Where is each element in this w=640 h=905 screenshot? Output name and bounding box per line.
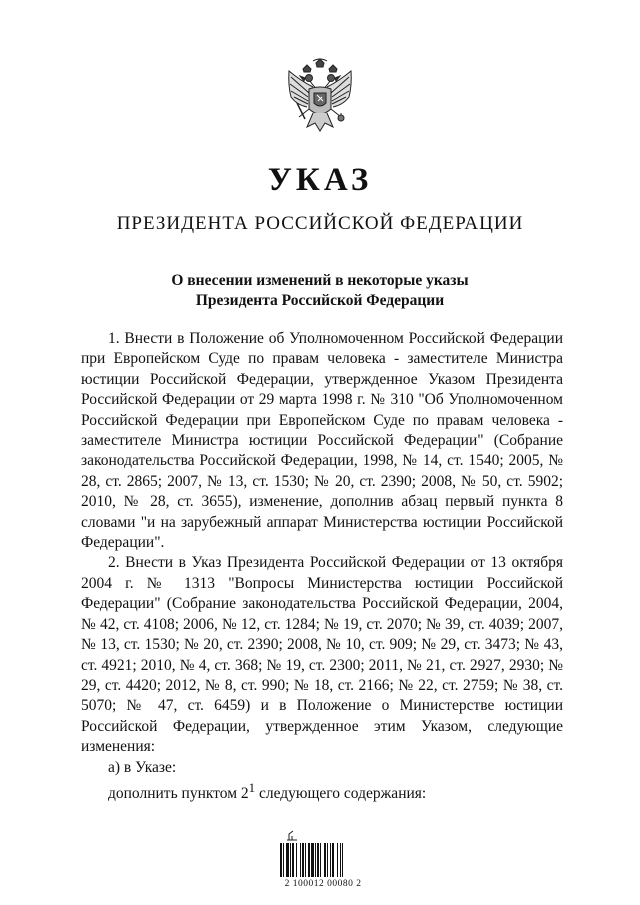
barcode-bar xyxy=(286,843,289,877)
barcode-bar xyxy=(300,843,301,877)
barcode-bar xyxy=(296,843,297,877)
heading-line-2: Президента Российской Федерации xyxy=(195,292,445,309)
last-line-suffix: следующего содержания: xyxy=(255,785,427,803)
document-title: УКАЗ xyxy=(267,162,373,198)
barcode-bar xyxy=(290,843,291,877)
barcode-bar xyxy=(292,843,294,877)
barcode-bar xyxy=(283,843,284,877)
barcode-bar xyxy=(317,843,319,877)
heading-line-1: О внесении изменений в некоторые указы xyxy=(171,272,469,289)
barcode-bar xyxy=(305,843,306,877)
barcode-bar xyxy=(315,843,316,877)
decree-heading xyxy=(110,271,530,311)
barcode-number: 2 100012 00080 2 xyxy=(284,879,362,889)
barcode-bar xyxy=(337,843,338,877)
barcode-bar xyxy=(332,843,334,877)
paragraph-2: 2. Внести в Указ Президента Российской Федерации от 13 октября 2004 г. № 1313 "Вопросы Министерства юстиции Российской Федерации" (Собрание законодательства Российской Федерации, 2004, № 42, ст. 4108; 2006, № 12, ст. 1284; № 19, ст. 2070; № 39, ст. 4039; 2007, № 13, ст. 1530; № 20, ст. 2390; 2008, № 10, ст. 909; № 29, ст. 3473; № 43, ст. 4921; 2010, № 4, ст. 368; № 19, ст. 2300; 2011, № 21, ст. 2927, 2930; № 29, ст. 4420; 2012, № 8, ст. 990; № 18, ст. 2166; № 22, ст. 2759; № 38, ст. 5070; № 47, ст. 6459) и в Положение о Министерстве юстиции Российской Федерации, утвержденное этим Указом, следующие изменения: xyxy=(81,554,563,756)
coat-of-arms-icon xyxy=(283,57,357,139)
barcode-bar xyxy=(340,843,341,877)
barcode-bar xyxy=(342,843,343,877)
barcode-bar xyxy=(311,843,314,877)
barcode-bar xyxy=(320,843,321,877)
issuer-title: ПРЕЗИДЕНТА РОССИЙСКОЙ ФЕДЕРАЦИИ xyxy=(116,213,524,234)
barcode-icon xyxy=(280,843,366,877)
decree-body xyxy=(81,329,563,805)
paragraph-1: 1. Внести в Положение об Уполномоченном Российской Федерации при Европейском Суде по правам человека - заместителе Министра юстиции Российской Федерации, утвержденное Указом Президента Российской Федерации от 29 марта 1998 г. № 310 "Об Уполномоченном Российской Федерации при Европейском Суде по правам человека - заместителе Министра юстиции Российской Федерации" (Собрание законодательства Российской Федерации, 1998, № 14, ст. 1540; 2005, № 28, ст. 2865; 2007, № 13, ст. 1530; № 20, ст. 2390; 2008, № 50, ст. 5902; 2010, № 28, ст. 3655), изменение, дополнив абзац первый пункта 8 словами "и на зарубежный аппарат Министерства юстиции Российской Федерации". xyxy=(81,330,563,552)
barcode-bar xyxy=(330,843,331,877)
barcode-bar xyxy=(302,843,304,877)
last-line-superscript: 1 xyxy=(248,779,256,795)
barcode-bar xyxy=(324,843,326,877)
barcode-bar xyxy=(280,843,282,877)
paragraph-3: а) в Указе: xyxy=(108,758,177,776)
stamp-mark-icon xyxy=(285,830,299,842)
barcode-bar xyxy=(327,843,328,877)
barcode-bar xyxy=(308,843,310,877)
paragraph-4 xyxy=(81,778,563,805)
last-line-prefix: дополнить пунктом 2 xyxy=(108,785,249,803)
